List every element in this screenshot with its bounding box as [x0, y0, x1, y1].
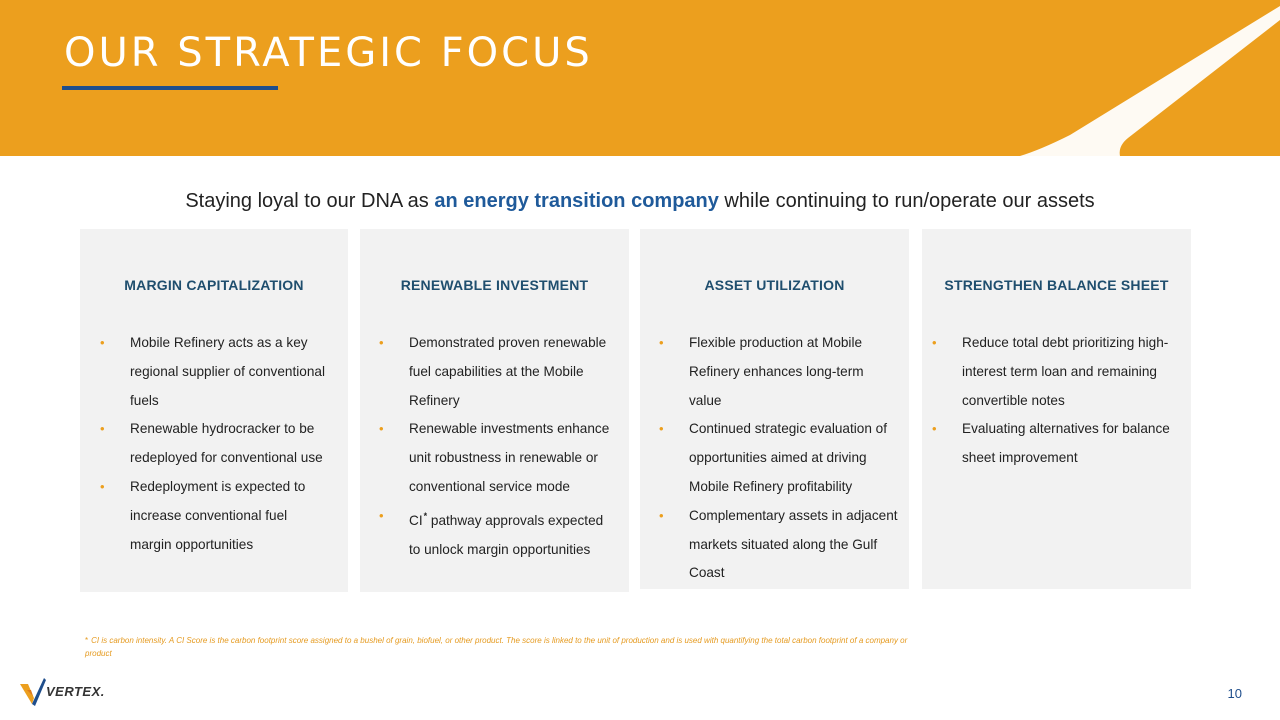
subtitle-highlight: an energy transition company: [434, 190, 719, 212]
ci-abbreviation: CI: [409, 512, 423, 528]
bullet-item: • Renewable investments enhance unit robustness in renewable or conventional service mode: [379, 415, 611, 501]
card-bullet-list: [100, 329, 332, 559]
subtitle: [0, 190, 1280, 213]
title-underline: [62, 86, 278, 90]
bullet-item-ci-pathway: [379, 502, 611, 565]
card-title: MARGIN CAPITALIZATION: [124, 277, 304, 293]
bullet-item: • Complementary assets in adjacent markets situated along the Gulf Coast: [659, 502, 899, 588]
card-title: RENEWABLE INVESTMENT: [400, 277, 589, 293]
bullet-item: • Redeployment is expected to increase conventional fuel margin opportunities: [100, 473, 332, 559]
footnote: [85, 634, 915, 660]
bullet-item: • Mobile Refinery acts as a key regional supplier of conventional fuels: [100, 329, 332, 415]
bullet-item: • Evaluating alternatives for balance sheet improvement: [932, 415, 1182, 473]
card-renewable-investment: [360, 229, 629, 592]
header-swoosh-graphic: [0, 0, 1280, 156]
page-title: OUR STRATEGIC FOCUS: [64, 30, 593, 76]
footnote-marker: *: [423, 510, 428, 521]
subtitle-text-start: Staying loyal to our DNA as: [185, 190, 435, 212]
bullet-text: pathway approvals expected to unlock margin opportunities: [409, 512, 604, 557]
subtitle-text-end: while continuing to run/operate our assets: [718, 190, 1095, 212]
card-asset-utilization: [640, 229, 909, 589]
bullet-item: • Demonstrated proven renewable fuel capabilities at the Mobile Refinery: [379, 329, 611, 415]
bullet-item: • Reduce total debt prioritizing high-interest term loan and remaining convertible notes: [932, 329, 1182, 415]
card-bullet-list: [659, 329, 899, 588]
footnote-marker: *: [85, 636, 89, 645]
logo-wordmark: VERTEX.: [46, 684, 105, 699]
card-bullet-list: [932, 329, 1182, 473]
card-title: STRENGTHEN BALANCE SHEET: [944, 277, 1169, 293]
card-strengthen-balance-sheet: [922, 229, 1191, 589]
card-title: ASSET UTILIZATION: [704, 277, 845, 293]
bullet-item: • Continued strategic evaluation of opportunities aimed at driving Mobile Refinery profitability: [659, 415, 899, 501]
header-band: [0, 0, 1280, 156]
card-bullet-list: [379, 329, 611, 564]
footnote-text: CI is carbon intensity. A CI Score is the carbon footprint score assigned to a bushel of grain, biofuel, or other product. The score is linked to the unit of production and is used with quantifying the total carbon footprint of a company or product: [85, 636, 908, 658]
bullet-item: • Renewable hydrocracker to be redeployed for conventional use: [100, 415, 332, 473]
card-margin-capitalization: [80, 229, 348, 592]
bullet-item: • Flexible production at Mobile Refinery enhances long-term value: [659, 329, 899, 415]
page-number: 10: [1227, 686, 1242, 701]
